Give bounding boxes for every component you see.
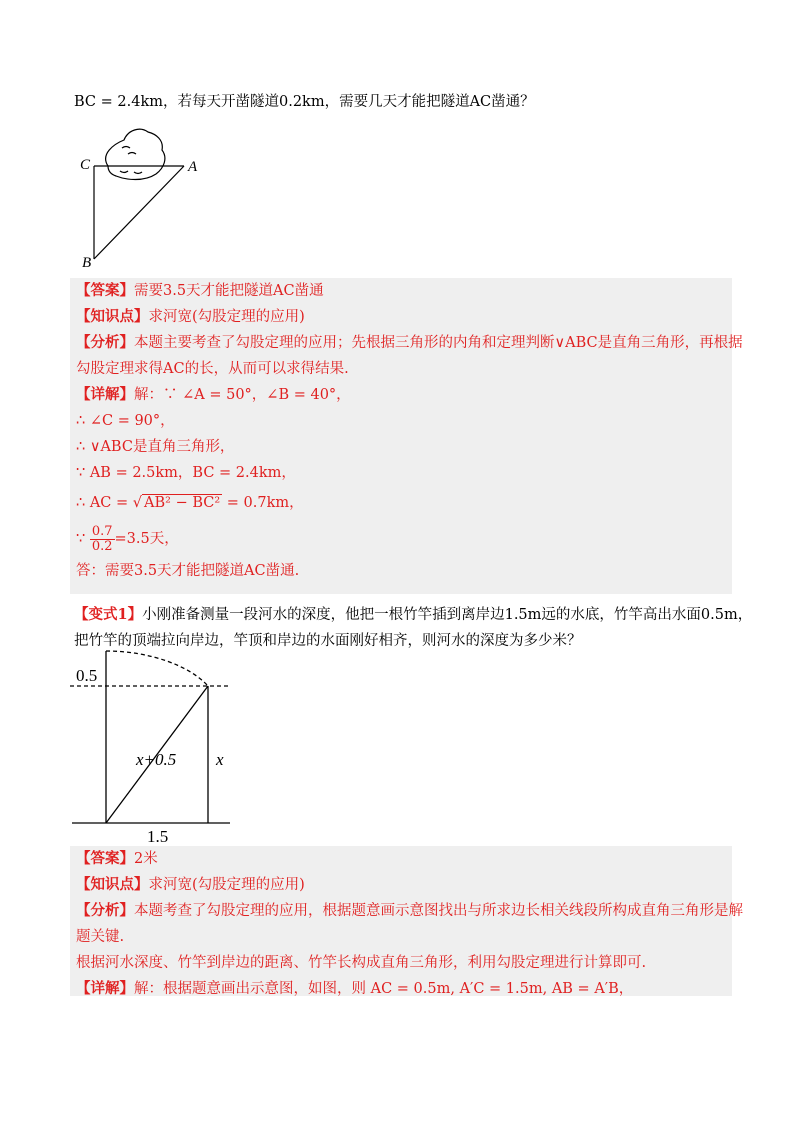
answer-text-2: 2米 xyxy=(134,851,158,867)
question-line: BC = 2.4km，若每天开凿隧道0.2km，需要几天才能把隧道AC凿通？ xyxy=(74,94,535,110)
knowledge-text: 求河宽(勾股定理的应用) xyxy=(148,309,305,325)
analysis-line-1: 本题主要考查了勾股定理的应用；先根据三角形的内角和定理判断∨ABC是直角三角形，再根据 xyxy=(134,335,743,351)
variant-question xyxy=(74,602,752,654)
label-top: 0.5 xyxy=(76,666,98,685)
label-side: x xyxy=(216,750,224,769)
variant-line-1: 小刚准备测量一段河水的深度，他把一根竹竿插到离岸边1.5m远的水底，竹竿高出水面0.5m， xyxy=(142,607,753,623)
bamboo-pole-figure xyxy=(70,648,240,848)
label-c: C xyxy=(80,157,91,173)
fraction-numerator: 0.7 xyxy=(91,523,113,539)
detail-line-4: ∵ AB = 2.5km，BC = 2.4km， xyxy=(76,465,296,481)
conclusion: 答：需要3.5天才能把隧道AC凿通. xyxy=(76,563,300,579)
label-bottom: 1.5 xyxy=(147,827,169,846)
detail-line-2: ∴ ∠C = 90°， xyxy=(76,413,175,429)
detail-line-5-radicand: AB² − BC² xyxy=(144,495,221,511)
analysis-line-2: 勾股定理求得AC的长，从而可以求得结果. xyxy=(76,361,349,377)
fraction xyxy=(90,525,115,554)
label-b: B xyxy=(82,255,92,269)
detail-tag: 【详解】 xyxy=(76,386,134,403)
knowledge-tag: 【知识点】 xyxy=(76,308,149,325)
label-hypotenuse: x+0.5 xyxy=(136,750,177,769)
answer-tag: 【答案】 xyxy=(76,282,134,299)
analysis2-line-1: 本题考查了勾股定理的应用，根据题意画示意图找出与所求边长相关线段所构成直角三角形是解 xyxy=(134,903,743,919)
detail-line-6-post: =3.5天， xyxy=(114,531,179,547)
analysis2-line-2: 题关键. xyxy=(76,929,125,945)
fraction-denominator: 0.2 xyxy=(91,538,113,554)
detail-line-3: ∴ ∨ABC是直角三角形， xyxy=(76,439,235,455)
answer-block-2 xyxy=(70,846,743,997)
arc-dashed xyxy=(106,651,208,686)
variant-tag: 【变式1】 xyxy=(74,606,143,623)
mountain-shape xyxy=(106,129,165,179)
question-text xyxy=(74,92,535,112)
detail-line-1: 解：∵ ∠A = 50°，∠B = 40°， xyxy=(134,387,351,403)
analysis-tag-2: 【分析】 xyxy=(76,902,134,919)
tunnel-triangle-figure xyxy=(78,124,208,269)
label-a: A xyxy=(188,159,198,175)
detail-tag-2: 【详解】 xyxy=(76,980,134,997)
knowledge-text-2: 求河宽(勾股定理的应用) xyxy=(148,877,305,893)
detail2-line-1: 解：根据题意画出示意图，如图，则 AC = 0.5m, A′C = 1.5m, AB = A′B， xyxy=(134,981,634,997)
mountain-texture xyxy=(120,147,142,174)
detail-line-5-pre: ∴ AC = xyxy=(76,495,133,511)
variant-line-2: 把竹竿的顶端拉向岸边，竿顶和岸边的水面刚好相齐，则河水的深度为多少米？ xyxy=(74,633,582,649)
analysis-tag: 【分析】 xyxy=(76,334,134,351)
answer-tag-2: 【答案】 xyxy=(76,850,134,867)
detail-line-6-pre: ∵ xyxy=(76,531,90,547)
answer-text: 需要3.5天才能把隧道AC凿通 xyxy=(134,283,324,299)
detail-line-5-post: = 0.7km， xyxy=(222,495,304,511)
knowledge-tag-2: 【知识点】 xyxy=(76,876,149,893)
analysis2-line-3: 根据河水深度、竹竿到岸边的距离、竹竿长构成直角三角形，利用勾股定理进行计算即可. xyxy=(76,955,647,971)
answer-block-1: 【答案】需要3.5天才能把隧道AC凿通 【知识点】求河宽(勾股定理的应用) 【分析】本题主要考查了勾股定理的应用；先根据三角形的内角和定理判断∨ABC是直角三角形，再根据 勾股定理求得AC的长，从而可以求得结果. 【详解】解：∵ ∠A = 50°，∠B = 40°， ∴ ∠C = 90°， ∴ ∨ABC是直角三角形， ∵ AB = 2.5km，BC = 2.4km， ∴ AC = √ AB² − BC² = 0.7km， ∵ $\frac{0.7}{0.2}$ =3.5天， 答：需要3.5天才能把隧道AC凿通. xyxy=(70,278,732,594)
